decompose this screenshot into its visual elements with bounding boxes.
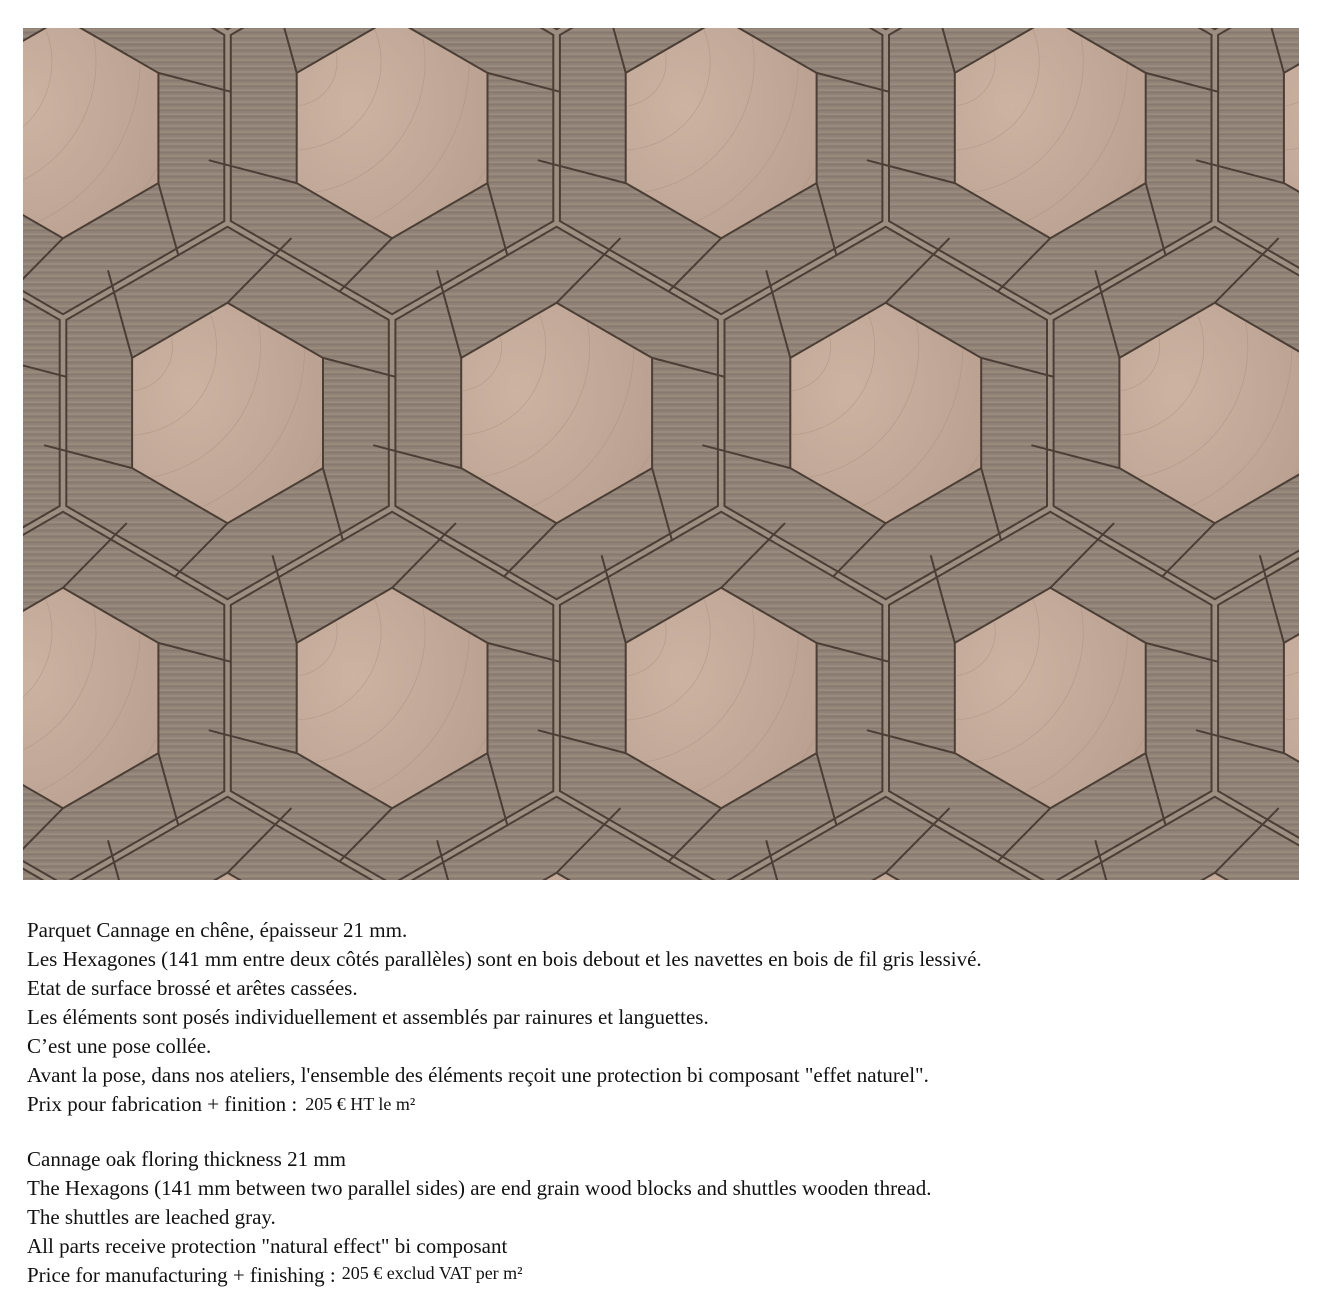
fr-line-title: Parquet Cannage en chêne, épaisseur 21 mm. [27, 918, 408, 942]
fr-line-surface: Etat de surface brossé et arêtes cassées. [27, 976, 358, 1000]
en-price-value: 205 € exclud VAT per m² [341, 1263, 523, 1283]
fr-price-label: Prix pour fabrication + finition : [27, 1092, 298, 1116]
fr-line-assembly: Les éléments sont posés individuellement et assemblés par rainures et languettes. [27, 1005, 709, 1029]
parquet-cannage-photo [23, 28, 1299, 880]
fr-line-protection: Avant la pose, dans nos ateliers, l'ensemble des éléments reçoit une protection bi composant "effet naturel". [27, 1063, 929, 1087]
french-description [27, 916, 1297, 1119]
en-price-label: Price for manufacturing + finishing : [27, 1263, 336, 1287]
parquet-pattern [23, 28, 1299, 880]
fr-price-line [27, 1090, 1297, 1119]
english-description [27, 1145, 1297, 1290]
fr-line-installation: C’est une pose collée. [27, 1034, 212, 1058]
fr-price-value: 205 € HT le m² [305, 1094, 416, 1114]
en-line-protection: All parts receive protection "natural effect" bi composant [27, 1234, 508, 1258]
en-price-line [27, 1261, 1297, 1290]
en-line-shuttles: The shuttles are leached gray. [27, 1205, 276, 1229]
fr-line-hexagons: Les Hexagones (141 mm entre deux côtés parallèles) sont en bois debout et les navettes en bois de fil gris lessivé. [27, 947, 982, 971]
en-line-title: Cannage oak floring thickness 21 mm [27, 1147, 347, 1171]
en-line-hexagons: The Hexagons (141 mm between two parallel sides) are end grain wood blocks and shuttles wooden thread. [27, 1176, 932, 1200]
